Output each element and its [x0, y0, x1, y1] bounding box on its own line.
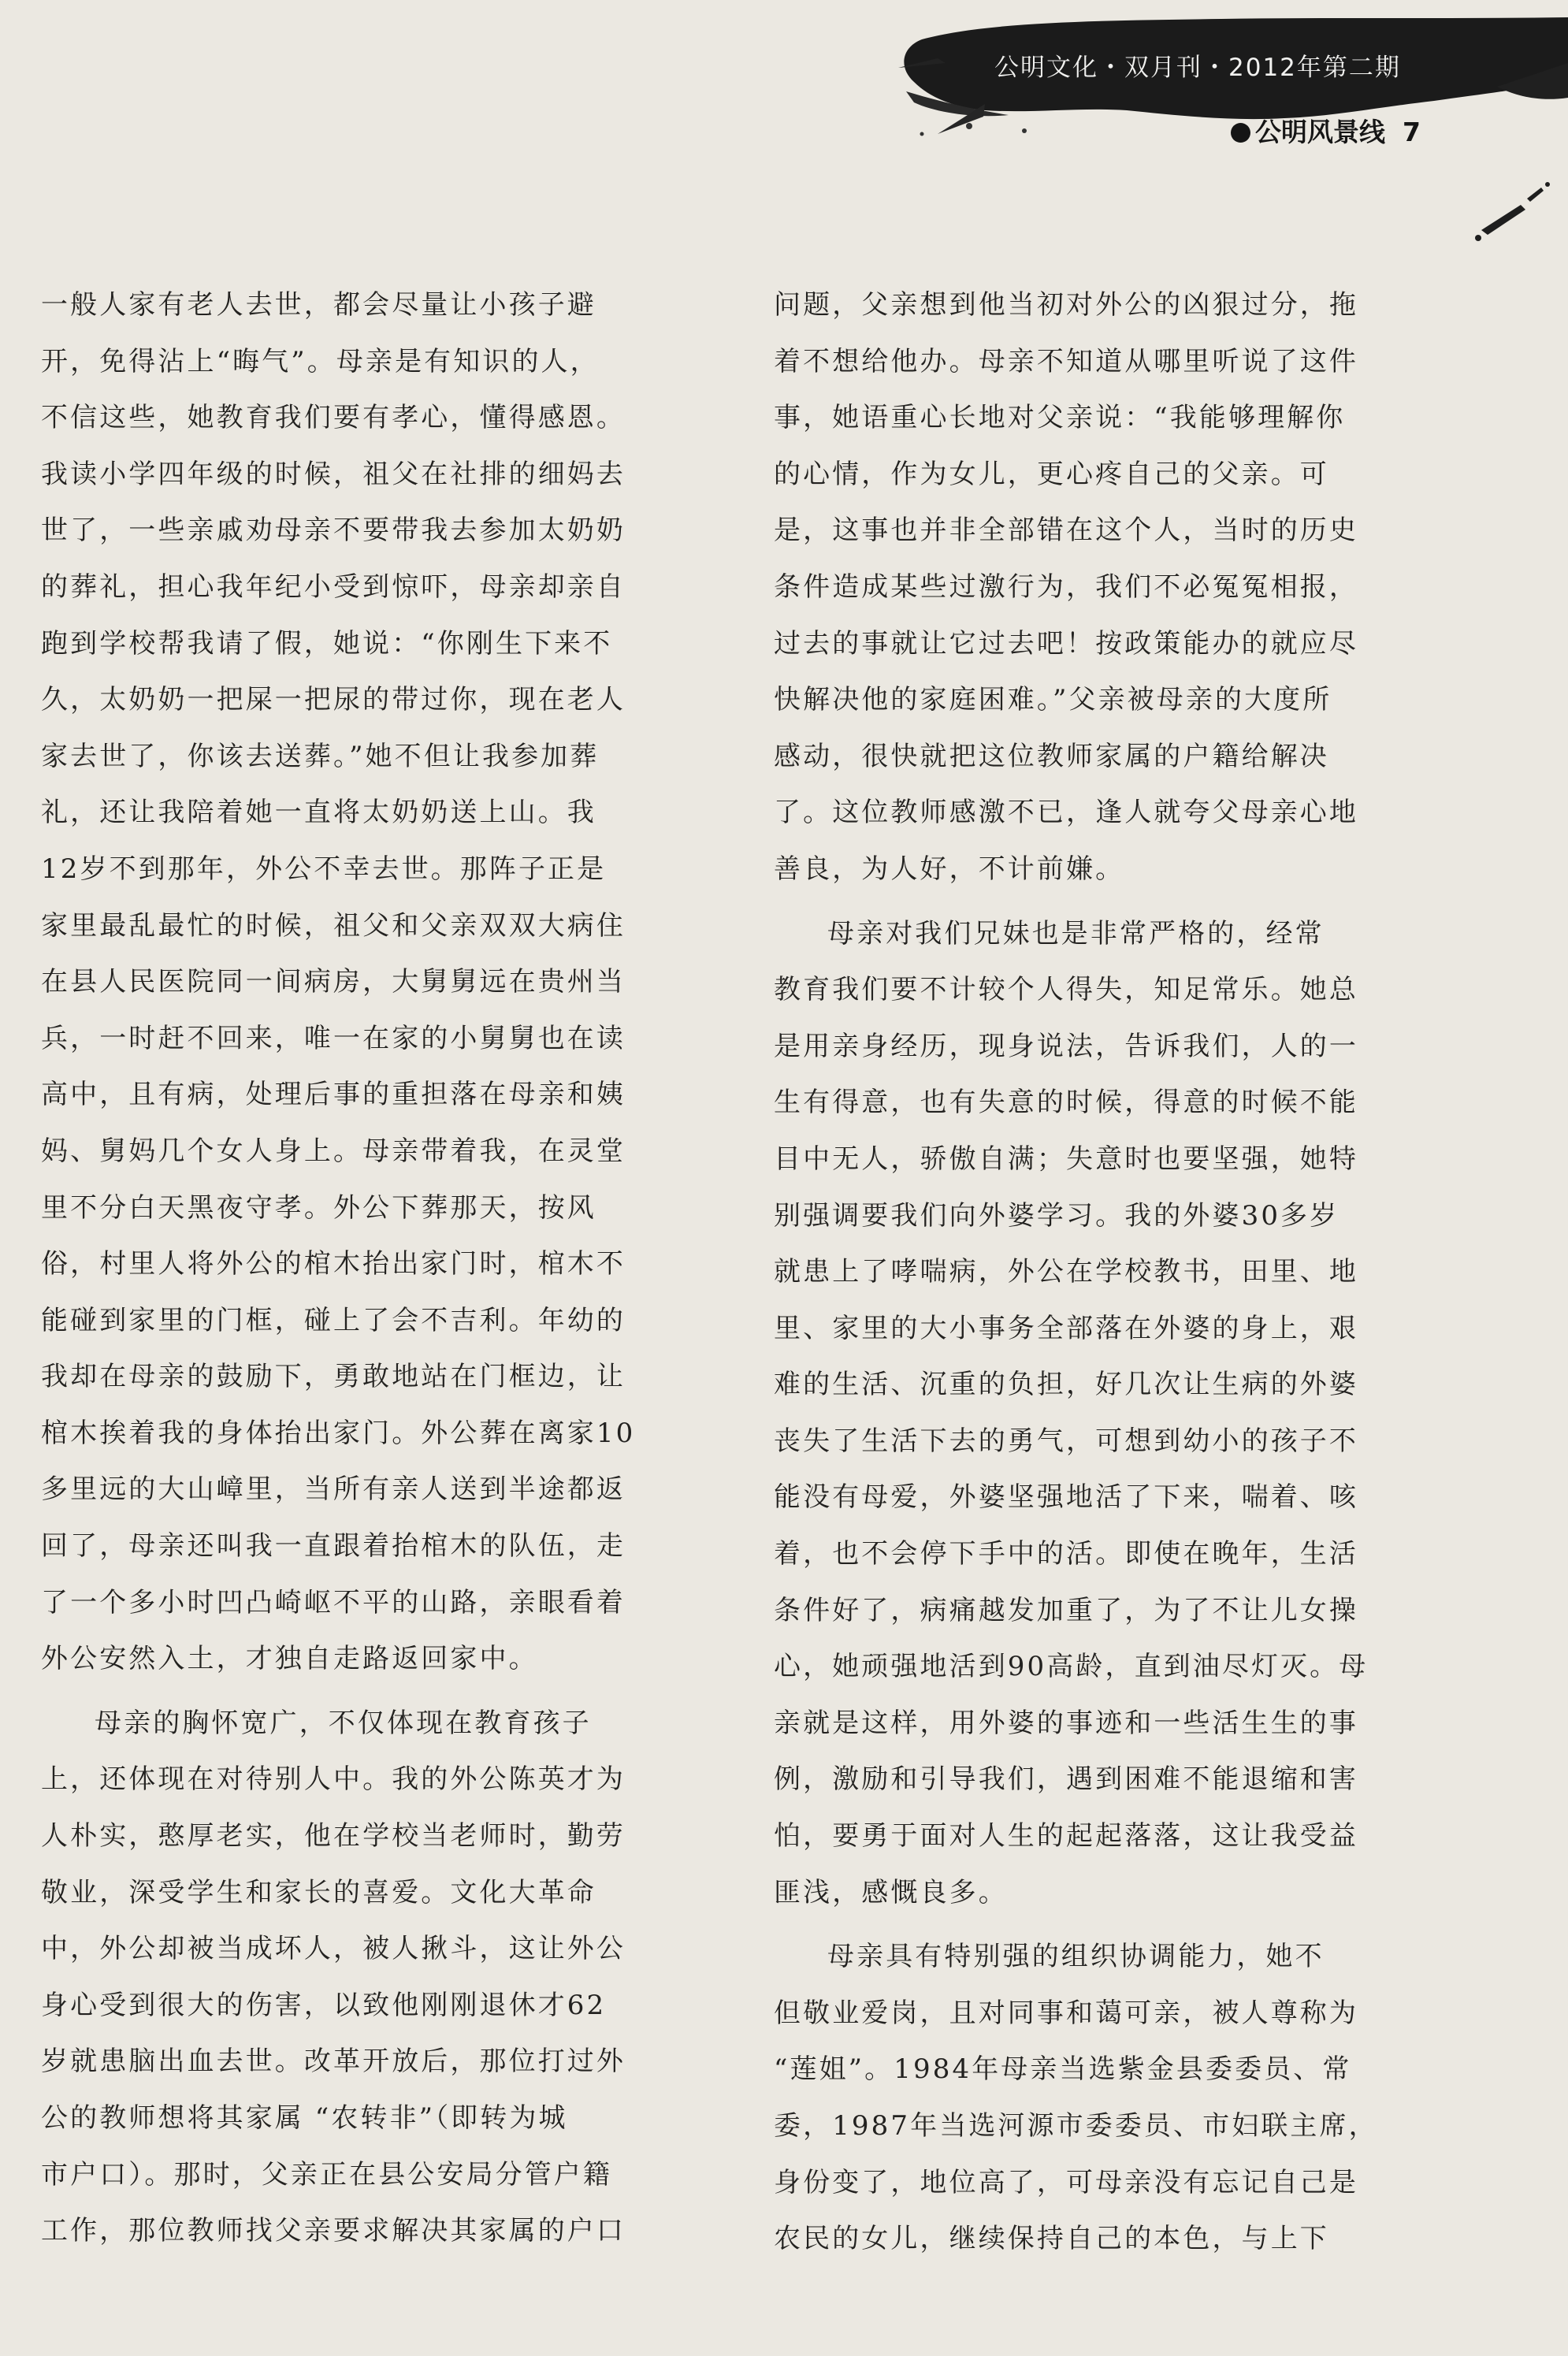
text-line: 例，激励和引导我们，遇到困难不能退缩和害 — [774, 1763, 1358, 1796]
text-line: 了一个多小时凹凸崎岖不平的山路，亲眼看着 — [41, 1586, 626, 1618]
text-line: 世了，一些亲戚劝母亲不要带我去参加太奶奶 — [41, 515, 626, 547]
text-line: 回了，母亲还叫我一直跟着抬棺木的队伍，走 — [41, 1530, 626, 1563]
text-line: 是，这事也并非全部错在这个人，当时的历史 — [774, 515, 1358, 547]
text-line: 外公安然入土，才独自走路返回家中。 — [41, 1643, 538, 1675]
publication-header: 公明文化・双月刊・2012年第二期 — [994, 54, 1401, 82]
text-line: 家去世了，你该去送葬。”她不但让我参加葬 — [41, 740, 600, 772]
text-line: 过去的事就让它过去吧！按政策能办的就应尽 — [774, 627, 1358, 660]
text-line: 岁就患脑出血去世。改革开放后，那位打过外 — [41, 2046, 626, 2078]
text-line: 事，她语重心长地对父亲说：“我能够理解你 — [774, 402, 1346, 434]
text-line: 着不想给他办。母亲不知道从哪里听说了这件 — [774, 345, 1358, 377]
text-line: 高中，且有病，处理后事的重担落在母亲和姨 — [41, 1079, 626, 1111]
text-line: 母亲对我们兄妹也是非常严格的，经常 — [827, 917, 1325, 949]
text-line: 亲就是这样，用外婆的事迹和一些活生生的事 — [774, 1707, 1358, 1739]
text-line: 委，1987年当选河源市委委员、市妇联主席， — [774, 2110, 1378, 2142]
text-line: 但敬业爱岗，且对同事和蔼可亲，被人尊称为 — [774, 1997, 1358, 2029]
bullet-icon — [1231, 123, 1250, 143]
text-line: 里、家里的大小事务全部落在外婆的身上，艰 — [774, 1312, 1358, 1344]
text-line: 条件好了，病痛越发加重了，为了不让儿女操 — [774, 1594, 1358, 1626]
text-line: 我读小学四年级的时候，祖父在社排的细妈去 — [41, 458, 626, 490]
text-line: 就患上了哮喘病，外公在学校教书，田里、地 — [774, 1256, 1358, 1288]
text-line: 母亲具有特别强的组织协调能力，她不 — [827, 1941, 1325, 1973]
paragraph — [774, 906, 1437, 1922]
text-line: 目中无人，骄傲自满；失意时也要坚强，她特 — [774, 1143, 1358, 1175]
text-line: 12岁不到那年，外公不幸去世。那阵子正是 — [41, 853, 607, 885]
text-line: 我却在母亲的鼓励下，勇敢地站在门框边，让 — [41, 1361, 626, 1393]
text-line: 母亲的胸怀宽广，不仅体现在教育孩子 — [95, 1707, 592, 1739]
text-line: 跑到学校帮我请了假，她说：“你刚生下来不 — [41, 627, 613, 660]
text-line: 中，外公却被当成坏人，被人揪斗，这让外公 — [41, 1933, 626, 1965]
text-line: 里不分白天黑夜守孝。外公下葬那天，按风 — [41, 1191, 596, 1224]
text-line: 的心情，作为女儿，更心疼自己的父亲。可 — [774, 458, 1329, 490]
section-title — [1231, 112, 1467, 149]
text-line: 人朴实，憨厚老实，他在学校当老师时，勤劳 — [41, 1820, 626, 1852]
text-column-left — [41, 277, 704, 2260]
text-line: 快解决他的家庭困难。”父亲被母亲的大度所 — [774, 684, 1332, 716]
text-line: 是用亲身经历，现身说法，告诉我们，人的一 — [774, 1030, 1358, 1062]
text-line: 公的教师想将其家属 “农转非”（即转为城 — [41, 2102, 568, 2134]
paragraph — [41, 1696, 704, 2260]
text-line: 能碰到家里的门框，碰上了会不吉利。年幼的 — [41, 1304, 626, 1336]
text-line: 多里远的大山嶂里，当所有亲人送到半途都返 — [41, 1473, 626, 1506]
text-line: 着，也不会停下手中的活。即使在晚年，生活 — [774, 1538, 1358, 1570]
text-line: 市户口）。那时，父亲正在县公安局分管户籍 — [41, 2158, 612, 2191]
text-line: 丧失了生活下去的勇气，可想到幼小的孩子不 — [774, 1425, 1358, 1457]
text-line: 敬业，深受学生和家长的喜爱。文化大革命 — [41, 1876, 596, 1908]
section-name: 公明风景线 — [1255, 117, 1385, 147]
text-line: 家里最乱最忙的时候，祖父和父亲双双大病住 — [41, 909, 626, 942]
text-line: 的葬礼，担心我年纪小受到惊吓，母亲却亲自 — [41, 570, 626, 603]
text-line: 匪浅，感慨良多。 — [774, 1876, 1008, 1908]
text-line: 农民的女儿，继续保持自己的本色，与上下 — [774, 2223, 1329, 2255]
paragraph — [41, 277, 704, 1688]
text-line: 身份变了，地位高了，可母亲没有忘记自己是 — [774, 2166, 1358, 2198]
text-line: 别强调要我们向外婆学习。我的外婆30多岁 — [774, 1199, 1339, 1232]
text-line: 开，免得沾上“晦气”。母亲是有知识的人， — [41, 345, 600, 377]
text-line: 生有得意，也有失意的时候，得意的时候不能 — [774, 1087, 1358, 1119]
text-line: 了。这位教师感激不已，逢人就夸父母亲心地 — [774, 797, 1358, 829]
text-line: 礼，还让我陪着她一直将太奶奶送上山。我 — [41, 797, 596, 829]
text-line: 心，她顽强地活到90高龄，直到油尽灯灭。母 — [774, 1651, 1369, 1683]
paragraph — [774, 1929, 1437, 2268]
text-line: 感动，很快就把这位教师家属的户籍给解决 — [774, 740, 1329, 772]
text-line: 一般人家有老人去世，都会尽量让小孩子避 — [41, 289, 596, 321]
text-line: 能没有母爱，外婆坚强地活了下来，喘着、咳 — [774, 1481, 1358, 1514]
paragraph — [774, 277, 1437, 898]
text-line: 问题，父亲想到他当初对外公的凶狠过分，拖 — [774, 289, 1358, 321]
text-line: 善良，为人好，不计前嫌。 — [774, 853, 1125, 885]
text-line: 工作，那位教师找父亲要求解决其家属的户口 — [41, 2215, 626, 2247]
ink-splash-decoration — [1466, 181, 1552, 244]
text-line: 妈、舅妈几个女人身上。母亲带着我，在灵堂 — [41, 1135, 626, 1167]
text-line: 怕，要勇于面对人生的起起落落，这让我受益 — [774, 1820, 1358, 1852]
text-line: 上，还体现在对待别人中。我的外公陈英才为 — [41, 1763, 626, 1796]
text-line: 俗，村里人将外公的棺木抬出家门时，棺木不 — [41, 1248, 626, 1280]
page-number: 7 — [1403, 117, 1421, 147]
text-line: 久，太奶奶一把屎一把尿的带过你，现在老人 — [41, 684, 626, 716]
text-column-right — [774, 277, 1437, 2268]
text-line: 教育我们要不计较个人得失，知足常乐。她总 — [774, 974, 1358, 1006]
text-line: 条件造成某些过激行为，我们不必冤冤相报， — [774, 570, 1358, 603]
text-line: 不信这些，她教育我们要有孝心，懂得感恩。 — [41, 402, 626, 434]
text-line: 棺木挨着我的身体抬出家门。外公葬在离家10 — [41, 1417, 636, 1449]
text-line: 难的生活、沉重的负担，好几次让生病的外婆 — [774, 1369, 1358, 1401]
text-line: 身心受到很大的伤害，以致他刚刚退休才62 — [41, 1989, 607, 2021]
text-line: 在县人民医院同一间病房，大舅舅远在贵州当 — [41, 966, 626, 998]
text-line: 兵，一时赶不回来，唯一在家的小舅舅也在读 — [41, 1022, 626, 1054]
text-line: “莲姐”。1984年母亲当选紫金县委委员、常 — [774, 2053, 1352, 2086]
